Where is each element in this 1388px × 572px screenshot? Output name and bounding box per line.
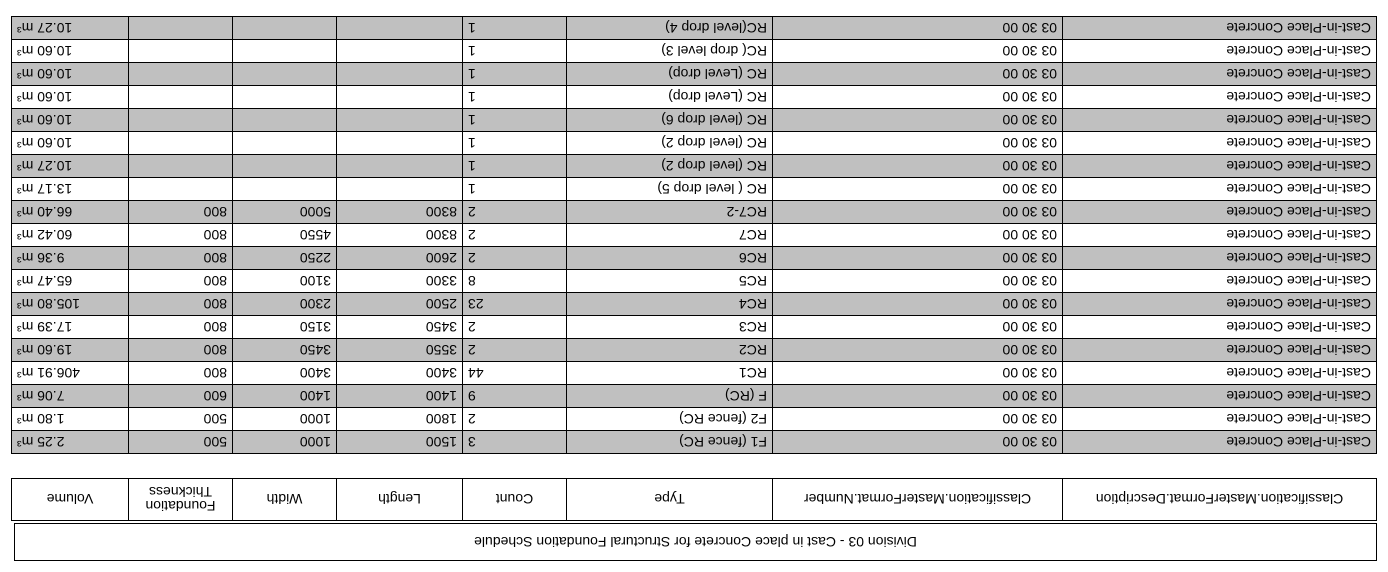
cell-number[interactable]: 03 30 00 (773, 109, 1063, 132)
cell-number[interactable]: 03 30 00 (773, 63, 1063, 86)
cell-count[interactable]: 2 (463, 408, 567, 431)
cell-thickness[interactable]: 600 (129, 385, 233, 408)
cell-length[interactable] (337, 86, 463, 109)
cell-length[interactable] (337, 63, 463, 86)
cell-width[interactable]: 2250 (233, 247, 337, 270)
cell-volume[interactable]: 7.06 m³ (12, 385, 129, 408)
cell-description[interactable]: Cast-in-Place Concrete (1063, 224, 1377, 247)
table-row[interactable] (12, 339, 1377, 362)
cell-length[interactable] (337, 155, 463, 178)
cell-count[interactable]: 9 (463, 385, 567, 408)
cell-type[interactable]: RC (Level drop) (567, 86, 773, 109)
cell-number[interactable]: 03 30 00 (773, 155, 1063, 178)
table-row[interactable] (12, 155, 1377, 178)
cell-number[interactable]: 03 30 00 (773, 40, 1063, 63)
cell-width[interactable] (233, 86, 337, 109)
cell-length[interactable] (337, 17, 463, 40)
cell-description[interactable]: Cast-in-Place Concrete (1063, 63, 1377, 86)
table-row[interactable] (12, 40, 1377, 63)
cell-length[interactable]: 8300 (337, 224, 463, 247)
cell-length[interactable]: 1800 (337, 408, 463, 431)
cell-thickness[interactable] (129, 132, 233, 155)
schedule-title: Division 03 - Cast in place Concrete for Structural Foundation Schedule (14, 523, 1377, 561)
cell-thickness[interactable] (129, 109, 233, 132)
cell-count[interactable]: 44 (463, 362, 567, 385)
cell-number[interactable]: 03 30 00 (773, 201, 1063, 224)
cell-width[interactable] (233, 40, 337, 63)
cell-width[interactable]: 1000 (233, 431, 337, 454)
table-row[interactable] (12, 362, 1377, 385)
cell-count[interactable]: 1 (463, 63, 567, 86)
cell-number[interactable]: 03 30 00 (773, 362, 1063, 385)
table-row[interactable] (12, 86, 1377, 109)
cell-number[interactable]: 03 30 00 (773, 339, 1063, 362)
cell-number[interactable]: 03 30 00 (773, 270, 1063, 293)
cell-width[interactable]: 3150 (233, 316, 337, 339)
cell-length[interactable]: 8300 (337, 201, 463, 224)
cell-thickness[interactable]: 800 (129, 201, 233, 224)
header-width[interactable]: Width (233, 479, 337, 521)
cell-number[interactable]: 03 30 00 (773, 408, 1063, 431)
table-row[interactable] (12, 132, 1377, 155)
cell-description[interactable]: Cast-in-Place Concrete (1063, 17, 1377, 40)
cell-type[interactable]: RC (Level drop) (567, 63, 773, 86)
cell-number[interactable]: 03 30 00 (773, 247, 1063, 270)
table-row[interactable] (12, 316, 1377, 339)
cell-count[interactable]: 2 (463, 247, 567, 270)
table-row[interactable] (12, 270, 1377, 293)
cell-type[interactable]: RC ( level drop 5) (567, 178, 773, 201)
cell-length[interactable]: 2500 (337, 293, 463, 316)
cell-count[interactable]: 2 (463, 316, 567, 339)
cell-description[interactable]: Cast-in-Place Concrete (1063, 40, 1377, 63)
cell-number[interactable]: 03 30 00 (773, 431, 1063, 454)
cell-volume[interactable]: 10.60 m³ (12, 109, 129, 132)
cell-description[interactable]: Cast-in-Place Concrete (1063, 201, 1377, 224)
cell-volume[interactable]: 19.60 m³ (12, 339, 129, 362)
cell-volume[interactable]: 17.39 m³ (12, 316, 129, 339)
cell-description[interactable]: Cast-in-Place Concrete (1063, 155, 1377, 178)
cell-number[interactable]: 03 30 00 (773, 316, 1063, 339)
cell-volume[interactable]: 10.60 m³ (12, 86, 129, 109)
cell-number[interactable]: 03 30 00 (773, 178, 1063, 201)
cell-width[interactable] (233, 178, 337, 201)
cell-description[interactable]: Cast-in-Place Concrete (1063, 178, 1377, 201)
cell-description[interactable]: Cast-in-Place Concrete (1063, 362, 1377, 385)
cell-type[interactable]: F (RC) (567, 385, 773, 408)
cell-thickness[interactable]: 500 (129, 408, 233, 431)
cell-type[interactable]: RC1 (567, 362, 773, 385)
cell-thickness[interactable] (129, 40, 233, 63)
cell-length[interactable] (337, 132, 463, 155)
cell-count[interactable]: 23 (463, 293, 567, 316)
cell-thickness[interactable] (129, 17, 233, 40)
cell-thickness[interactable]: 800 (129, 362, 233, 385)
cell-count[interactable]: 2 (463, 201, 567, 224)
cell-width[interactable]: 1400 (233, 385, 337, 408)
cell-thickness[interactable]: 800 (129, 270, 233, 293)
table-row[interactable] (12, 63, 1377, 86)
cell-number[interactable]: 03 30 00 (773, 86, 1063, 109)
cell-width[interactable]: 3400 (233, 362, 337, 385)
cell-length[interactable]: 3300 (337, 270, 463, 293)
header-length[interactable]: Length (337, 479, 463, 521)
cell-number[interactable]: 03 30 00 (773, 17, 1063, 40)
cell-description[interactable]: Cast-in-Place Concrete (1063, 132, 1377, 155)
cell-volume[interactable]: 13.17 m³ (12, 178, 129, 201)
cell-volume[interactable]: 105.80 m³ (12, 293, 129, 316)
cell-length[interactable] (337, 40, 463, 63)
table-row[interactable] (12, 224, 1377, 247)
cell-type[interactable]: RC7 (567, 224, 773, 247)
cell-description[interactable]: Cast-in-Place Concrete (1063, 408, 1377, 431)
cell-volume[interactable]: 65.47 m³ (12, 270, 129, 293)
cell-type[interactable]: RC2 (567, 339, 773, 362)
cell-thickness[interactable]: 800 (129, 247, 233, 270)
cell-volume[interactable]: 10.27 m³ (12, 155, 129, 178)
cell-thickness[interactable] (129, 155, 233, 178)
header-number[interactable]: Classification.MasterFormat.Number (773, 479, 1063, 521)
cell-description[interactable]: Cast-in-Place Concrete (1063, 270, 1377, 293)
cell-count[interactable]: 2 (463, 339, 567, 362)
header-count[interactable]: Count (463, 479, 567, 521)
cell-type[interactable]: RC (level drop 2) (567, 132, 773, 155)
cell-volume[interactable]: 10.60 m³ (12, 40, 129, 63)
cell-width[interactable]: 5000 (233, 201, 337, 224)
table-row[interactable] (12, 431, 1377, 454)
table-row[interactable] (12, 178, 1377, 201)
cell-length[interactable] (337, 178, 463, 201)
cell-width[interactable] (233, 132, 337, 155)
cell-description[interactable]: Cast-in-Place Concrete (1063, 431, 1377, 454)
cell-length[interactable]: 3400 (337, 362, 463, 385)
cell-description[interactable]: Cast-in-Place Concrete (1063, 385, 1377, 408)
cell-volume[interactable]: 2.25 m³ (12, 431, 129, 454)
cell-volume[interactable]: 10.60 m³ (12, 63, 129, 86)
cell-volume[interactable]: 66.40 m³ (12, 201, 129, 224)
cell-count[interactable]: 1 (463, 155, 567, 178)
cell-type[interactable]: RC5 (567, 270, 773, 293)
cell-count[interactable]: 8 (463, 270, 567, 293)
cell-volume[interactable]: 60.42 m³ (12, 224, 129, 247)
table-row[interactable] (12, 17, 1377, 40)
cell-volume[interactable]: 10.60 m³ (12, 132, 129, 155)
cell-thickness[interactable] (129, 178, 233, 201)
schedule-header-table (11, 478, 1377, 521)
cell-count[interactable]: 1 (463, 17, 567, 40)
cell-length[interactable]: 2600 (337, 247, 463, 270)
cell-type[interactable]: F2 (fence RC) (567, 408, 773, 431)
schedule-body-table (11, 16, 1377, 454)
cell-thickness[interactable]: 800 (129, 339, 233, 362)
cell-number[interactable]: 03 30 00 (773, 293, 1063, 316)
cell-type[interactable]: RC7-2 (567, 201, 773, 224)
cell-volume[interactable]: 1.80 m³ (12, 408, 129, 431)
cell-number[interactable]: 03 30 00 (773, 385, 1063, 408)
cell-type[interactable]: RC6 (567, 247, 773, 270)
cell-length[interactable]: 1500 (337, 431, 463, 454)
header-row (12, 479, 1377, 521)
cell-width[interactable]: 1000 (233, 408, 337, 431)
cell-type[interactable]: RC4 (567, 293, 773, 316)
cell-number[interactable]: 03 30 00 (773, 132, 1063, 155)
cell-volume[interactable]: 10.27 m³ (12, 17, 129, 40)
cell-thickness[interactable] (129, 86, 233, 109)
cell-length[interactable]: 1400 (337, 385, 463, 408)
header-volume[interactable]: Volume (12, 479, 129, 521)
table-row[interactable] (12, 408, 1377, 431)
cell-width[interactable] (233, 17, 337, 40)
cell-width[interactable]: 2300 (233, 293, 337, 316)
table-row[interactable] (12, 201, 1377, 224)
cell-type[interactable]: RC (level drop 2) (567, 155, 773, 178)
header-description[interactable]: Classification.MasterFormat.Description (1063, 479, 1377, 521)
cell-type[interactable]: RC (level drop 6) (567, 109, 773, 132)
cell-thickness[interactable]: 800 (129, 316, 233, 339)
header-thickness[interactable]: Foundation Thickness (129, 479, 233, 521)
cell-width[interactable] (233, 109, 337, 132)
cell-count[interactable]: 1 (463, 86, 567, 109)
table-row[interactable] (12, 247, 1377, 270)
cell-count[interactable]: 1 (463, 109, 567, 132)
cell-length[interactable] (337, 109, 463, 132)
cell-description[interactable]: Cast-in-Place Concrete (1063, 339, 1377, 362)
cell-thickness[interactable]: 800 (129, 293, 233, 316)
cell-type[interactable]: F1 (fence RC) (567, 431, 773, 454)
table-row[interactable] (12, 385, 1377, 408)
header-type[interactable]: Type (567, 479, 773, 521)
cell-description[interactable]: Cast-in-Place Concrete (1063, 86, 1377, 109)
cell-description[interactable]: Cast-in-Place Concrete (1063, 316, 1377, 339)
cell-count[interactable]: 1 (463, 40, 567, 63)
cell-description[interactable]: Cast-in-Place Concrete (1063, 293, 1377, 316)
cell-description[interactable]: Cast-in-Place Concrete (1063, 247, 1377, 270)
cell-type[interactable]: RC(level drop 4) (567, 17, 773, 40)
table-row[interactable] (12, 293, 1377, 316)
cell-length[interactable]: 3450 (337, 316, 463, 339)
cell-type[interactable]: RC( drop level 3) (567, 40, 773, 63)
cell-count[interactable]: 2 (463, 224, 567, 247)
cell-count[interactable]: 3 (463, 431, 567, 454)
cell-count[interactable]: 1 (463, 178, 567, 201)
cell-thickness[interactable]: 800 (129, 224, 233, 247)
cell-number[interactable]: 03 30 00 (773, 224, 1063, 247)
cell-thickness[interactable] (129, 63, 233, 86)
cell-volume[interactable]: 406.91 m³ (12, 362, 129, 385)
cell-type[interactable]: RC3 (567, 316, 773, 339)
cell-width[interactable] (233, 155, 337, 178)
cell-description[interactable]: Cast-in-Place Concrete (1063, 109, 1377, 132)
cell-thickness[interactable]: 500 (129, 431, 233, 454)
cell-width[interactable] (233, 63, 337, 86)
cell-count[interactable]: 1 (463, 132, 567, 155)
cell-width[interactable]: 3450 (233, 339, 337, 362)
cell-length[interactable]: 3550 (337, 339, 463, 362)
cell-width[interactable]: 3100 (233, 270, 337, 293)
table-row[interactable] (12, 109, 1377, 132)
cell-volume[interactable]: 9.36 m³ (12, 247, 129, 270)
cell-width[interactable]: 4550 (233, 224, 337, 247)
